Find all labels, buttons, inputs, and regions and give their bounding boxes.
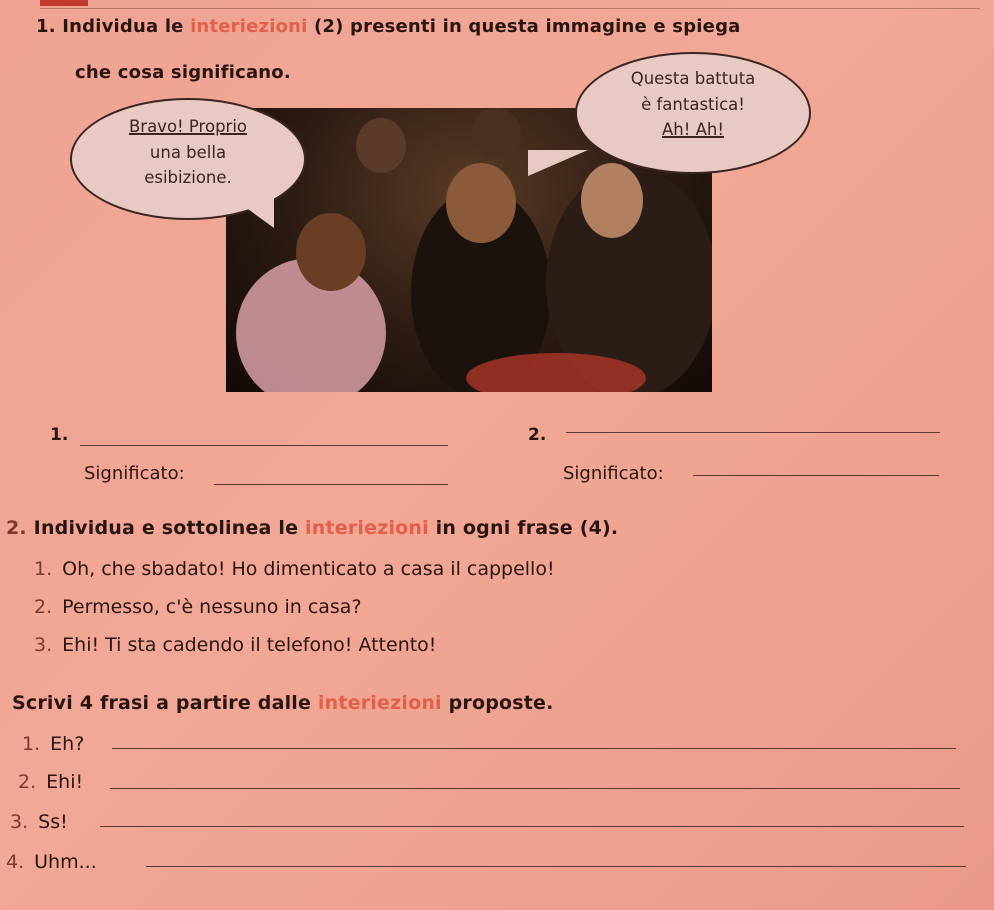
exercise-2-text-after: in ogni frase (4).	[428, 517, 619, 539]
exercise-3-item-4-number: 4.	[6, 851, 25, 873]
bubble-right-tail	[528, 150, 588, 176]
bubble-right-text3: Ah! Ah!	[662, 120, 724, 140]
speech-bubble-right	[575, 52, 811, 174]
header-tag	[40, 0, 88, 6]
answer-2-number: 2.	[528, 425, 547, 445]
bubble-right-line2: è fantastica!	[641, 94, 745, 114]
exercise-2-heading	[6, 517, 618, 539]
bubble-left-line3: esibizione.	[144, 168, 232, 188]
exercise-3-line-2[interactable]	[110, 788, 960, 789]
exercise-3-item-4	[6, 851, 97, 873]
exercise-3-highlight: interiezioni	[317, 692, 442, 714]
bubble-left-tail	[230, 196, 274, 228]
meaning-2-line[interactable]	[693, 475, 939, 476]
exercise-1-number: 1.	[36, 16, 56, 37]
exercise-2-item-1	[34, 558, 555, 580]
exercise-3-item-4-text: Uhm...	[34, 851, 97, 873]
exercise-3-item-1-number: 1.	[22, 733, 41, 755]
exercise-2-item-3-text: Ehi! Ti sta cadendo il telefono! Attento!	[62, 634, 437, 656]
exercise-2-number: 2.	[6, 517, 27, 539]
exercise-2-text-before: Individua e sottolinea le	[33, 517, 306, 539]
meaning-1-line[interactable]	[214, 484, 448, 485]
exercise-3-heading	[12, 692, 554, 714]
exercise-2-highlight: interiezioni	[305, 517, 429, 539]
exercise-3-item-3-text: Ss!	[38, 811, 68, 833]
exercise-1-highlight: interiezioni	[190, 16, 308, 37]
meaning-2-label: Significato:	[563, 463, 664, 484]
exercise-2-item-3	[34, 634, 436, 656]
exercise-3-item-3-number: 3.	[10, 811, 29, 833]
exercise-2-item-1-text: Oh, che sbadato! Ho dimenticato a casa il cappello!	[62, 558, 555, 580]
exercise-2-item-2-number: 2.	[34, 596, 53, 618]
exercise-3-item-2-number: 2.	[18, 771, 37, 793]
exercise-2-item-2-text: Permesso, c'è nessuno in casa?	[62, 596, 362, 618]
bubble-right-line1: Questa battuta	[630, 69, 756, 88]
exercise-3-line-4[interactable]	[146, 866, 966, 867]
bubble-left-line2: una bella	[149, 142, 227, 162]
exercise-3-text-before: Scrivi 4 frasi a partire dalle	[12, 692, 318, 714]
exercise-2-item-2	[34, 596, 362, 618]
exercise-1-heading	[36, 16, 741, 37]
exercise-3-line-3[interactable]	[100, 826, 964, 827]
bubble-left-text1: Bravo! Proprio	[128, 117, 248, 136]
exercise-3-item-2-text: Ehi!	[46, 771, 84, 793]
exercise-3-item-1-text: Eh?	[50, 733, 85, 755]
exercise-1-instruction-line1: Individua le interiezioni (2) presenti in questa immagine e spiega	[62, 16, 741, 37]
page-top-rule	[40, 0, 980, 9]
exercise-3-item-3	[10, 811, 68, 833]
exercise-3-text-after: proposte.	[441, 692, 554, 714]
bubble-right-line3	[577, 117, 809, 143]
exercise-3-item-2	[18, 771, 83, 793]
exercise-2-item-3-number: 3.	[34, 634, 53, 656]
exercise-1-instruction-line2: che cosa significano.	[75, 62, 291, 83]
meaning-1-label: Significato:	[84, 463, 185, 484]
answer-1-line[interactable]	[80, 445, 448, 446]
bubble-left-line1	[72, 114, 304, 140]
answer-2-line[interactable]	[566, 432, 940, 433]
answer-1-number: 1.	[50, 425, 69, 445]
exercise-2-item-1-number: 1.	[34, 558, 53, 580]
exercise-3-item-1	[22, 733, 84, 755]
exercise-3-line-1[interactable]	[112, 748, 956, 749]
